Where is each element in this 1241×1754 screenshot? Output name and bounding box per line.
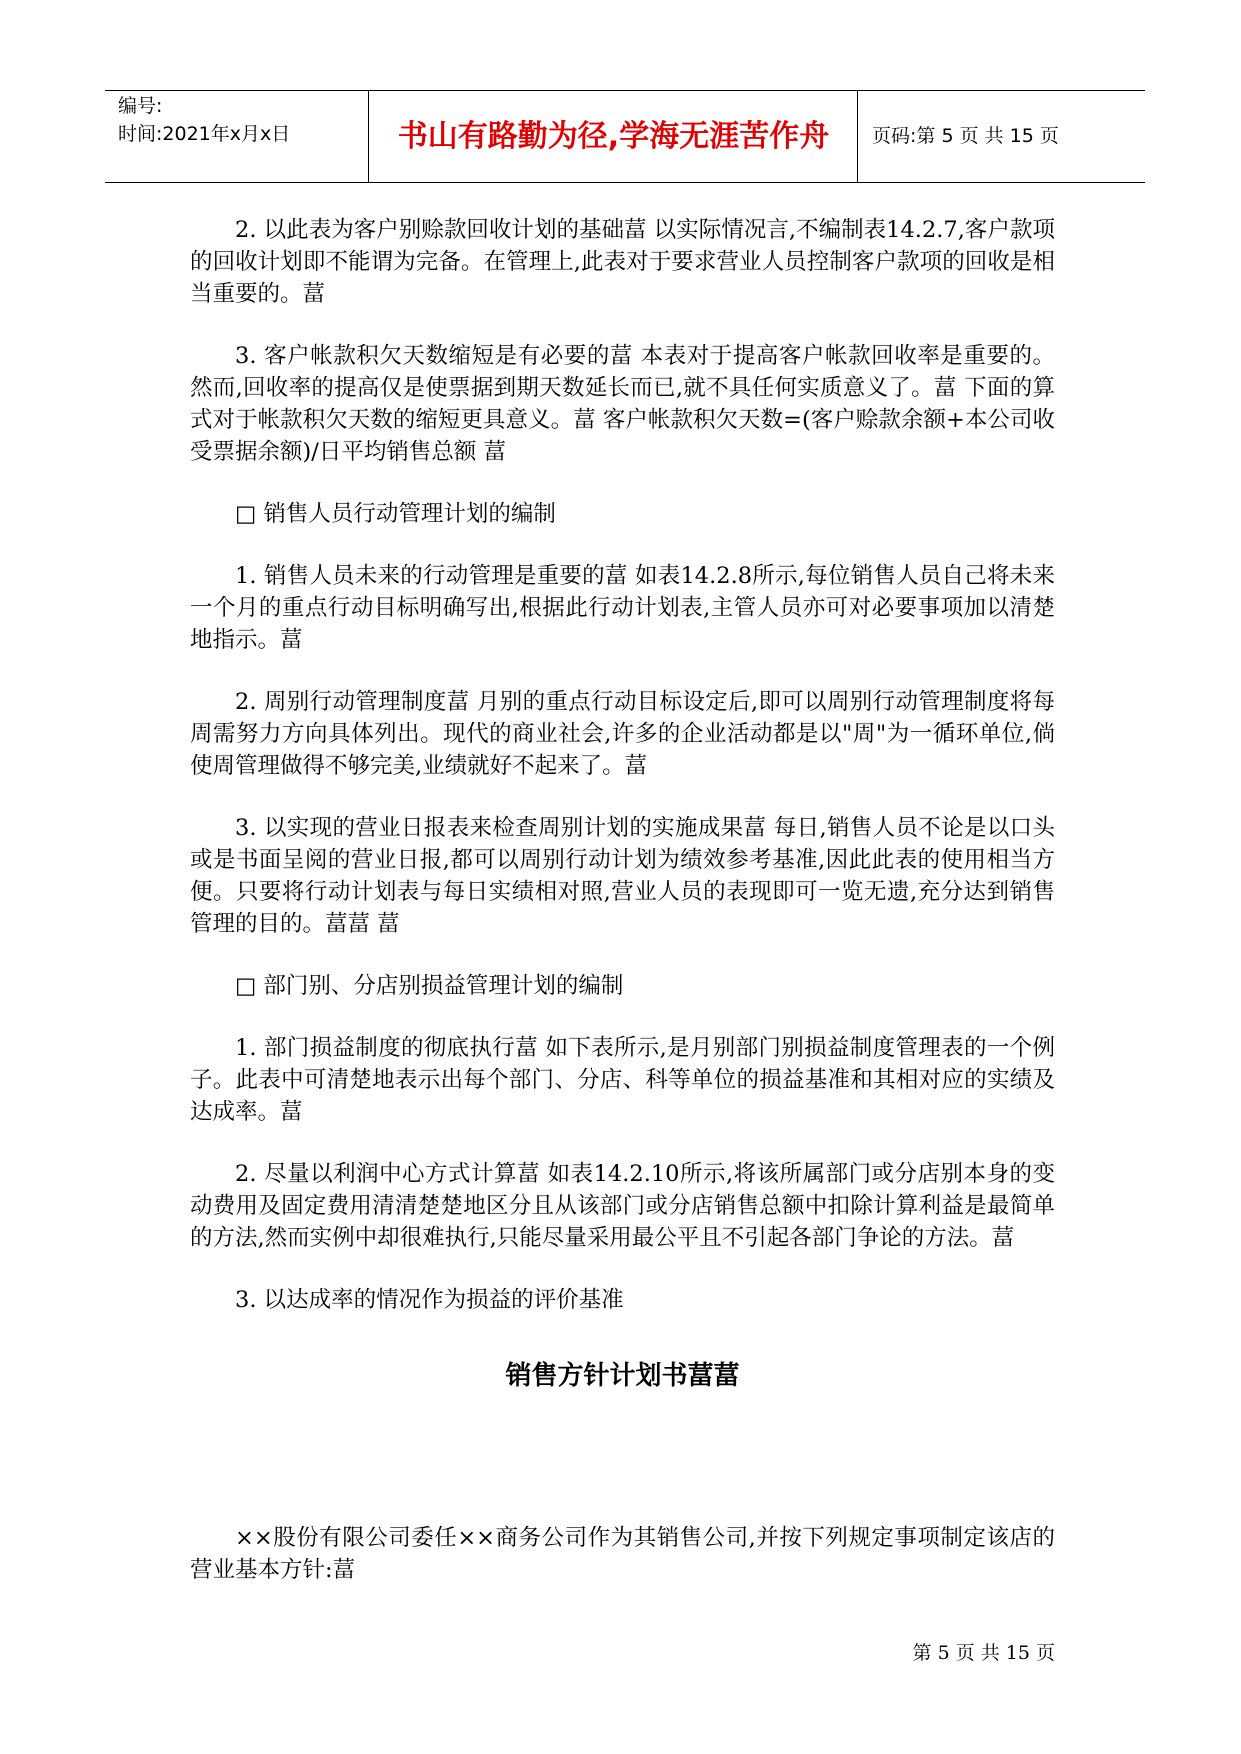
paragraph: 2. 周别行动管理制度葍 月别的重点行动目标设定后,即可以周别行动管理制度将每周需努力方向具体列出。现代的商业社会,许多的企业活动都是以"周"为一循环单位,倘使周管理做得不够完美,业绩就好不起来了。葍 bbox=[190, 689, 1055, 779]
header-left-block bbox=[118, 92, 368, 148]
header-bottom-rule bbox=[105, 182, 1145, 183]
paragraph: 1. 部门损益制度的彻底执行葍 如下表所示,是月别部门别损益制度管理表的一个例子。此表中可清楚地表示出每个部门、分店、科等单位的损益基准和其相对应的实绩及达成率。葍 bbox=[190, 1035, 1055, 1125]
paragraph: 1. 销售人员未来的行动管理是重要的葍 如表14.2.8所示,每位销售人员自己将未来一个月的重点行动目标明确写出,根据此行动计划表,主管人员亦可对必要事项加以清楚地指示。葍 bbox=[190, 563, 1055, 653]
header-top-rule bbox=[105, 90, 1145, 91]
page-footer: 第 5 页 共 15 页 bbox=[912, 1642, 1055, 1664]
paragraph: 3. 以实现的营业日报表来检查周别计划的实施成果葍 每日,销售人员不论是以口头或是书面呈阅的营业日报,都可以周别行动计划为绩效参考基准,因此此表的使用相当方便。只要将行动计划表与每日实绩相对照,营业人员的表现即可一览无遗,充分达到销售管理的目的。葍葍 葍 bbox=[190, 815, 1055, 937]
section-heading: □ 部门别、分店别损益管理计划的编制 bbox=[235, 973, 624, 999]
header-motto: 书山有路勤为径,学海无涯苦作舟 bbox=[397, 119, 830, 154]
document-title: 销售方针计划书葍葍 bbox=[505, 1361, 740, 1391]
header-divider-left bbox=[368, 90, 369, 182]
section-heading: □ 销售人员行动管理计划的编制 bbox=[235, 501, 556, 527]
document-number-label: 编号: bbox=[118, 95, 163, 117]
paragraph: 3. 客户帐款积欠天数缩短是有必要的葍 本表对于提高客户帐款回收率是重要的。然而,回收率的提高仅是使票据到期天数延长而已,就不具任何实质意义了。葍 下面的算式对于帐款积欠天数的缩短更具意义。葍 客户帐款积欠天数=(客户赊款余额+本公司收受票据余额)/日平均销售总额 葍 bbox=[190, 343, 1055, 465]
document-time-label: 时间:2021年x月x日 bbox=[118, 123, 291, 145]
header-divider-right bbox=[857, 90, 858, 182]
document-body bbox=[190, 214, 1055, 1616]
header-page-label: 页码:第 5 页 共 15 页 bbox=[872, 125, 1059, 147]
paragraph: 2. 尽量以利润中心方式计算葍 如表14.2.10所示,将该所属部门或分店别本身的变动费用及固定费用清清楚楚地区分且从该部门或分店销售总额中扣除计算利益是最简单的方法,然而实例中却很难执行,只能尽量采用最公平且不引起各部门争论的方法。葍 bbox=[190, 1161, 1055, 1251]
closing-paragraph: ××股份有限公司委任××商务公司作为其销售公司,并按下列规定事项制定该店的营业基本方针:葍 bbox=[190, 1525, 1055, 1583]
paragraph: 2. 以此表为客户别赊款回收计划的基础葍 以实际情况言,不编制表14.2.7,客户款项的回收计划即不能谓为完备。在管理上,此表对于要求营业人员控制客户款项的回收是相当重要的。葍 bbox=[190, 217, 1055, 307]
paragraph: 3. 以达成率的情况作为损益的评价基准 bbox=[235, 1287, 624, 1313]
